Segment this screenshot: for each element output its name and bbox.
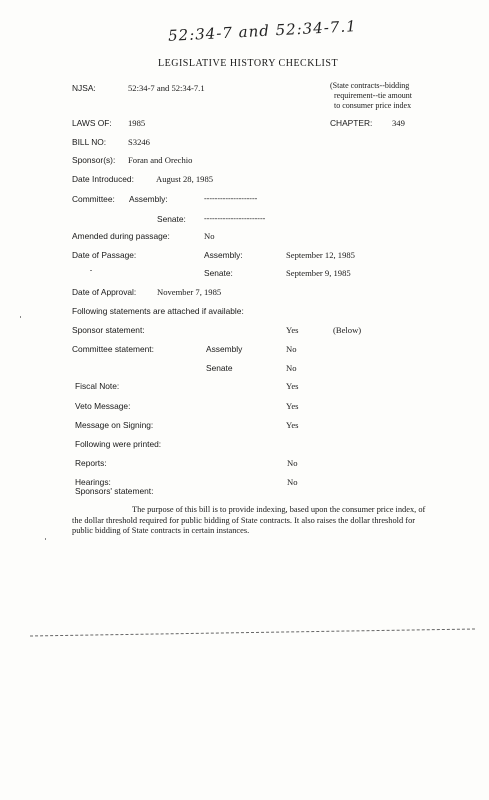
- fiscal-note-label: Fiscal Note:: [75, 381, 120, 391]
- passage-senate-label: Senate:: [204, 268, 233, 278]
- reports-value: No: [287, 458, 298, 468]
- committee-statement-assembly-value: No: [286, 344, 297, 354]
- fiscal-note-value: Yes: [286, 381, 299, 391]
- page-title: LEGISLATIVE HISTORY CHECKLIST: [158, 58, 339, 69]
- sponsor-statement-note: (Below): [333, 325, 362, 335]
- committee-statement-assembly-label: Assembly: [206, 344, 243, 354]
- passage-assembly-label: Assembly:: [204, 250, 243, 260]
- amended-label: Amended during passage:: [72, 231, 170, 241]
- chapter-value: 349: [392, 118, 405, 128]
- scan-speck: [20, 316, 21, 318]
- scan-speck: [90, 270, 92, 271]
- hearings-value: No: [287, 477, 298, 487]
- sponsors-label: Sponsor(s):: [72, 155, 116, 165]
- bill-no-label: BILL NO:: [72, 137, 107, 147]
- approval-value: November 7, 1985: [157, 287, 222, 297]
- sponsor-statement-label: Sponsor statement:: [72, 325, 145, 335]
- scan-speck: [45, 538, 46, 540]
- njsa-label: NJSA:: [72, 83, 96, 93]
- committee-senate-value: -----------------------: [204, 214, 266, 223]
- veto-message-value: Yes: [286, 401, 299, 411]
- reports-label: Reports:: [75, 458, 107, 468]
- subject-line-3: to consumer price index: [334, 101, 412, 110]
- committee-senate-label: Senate:: [157, 214, 186, 224]
- passage-label: Date of Passage:: [72, 250, 137, 260]
- committee-label: Committee:: [72, 194, 115, 204]
- message-signing-label: Message on Signing:: [75, 420, 154, 430]
- passage-assembly-value: September 12, 1985: [286, 250, 355, 260]
- sponsors-statement-label: Sponsors' statement:: [75, 486, 154, 496]
- message-signing-value: Yes: [286, 420, 299, 430]
- subject-line-1: (State contracts--bidding: [330, 81, 410, 90]
- sponsor-statement-text: The purpose of this bill is to provide indexing, based upon the consumer price index, of the dollar threshold required for public bidding of State contracts. It also raises the dollar threshold for public bidding of State contracts in certain instances.: [72, 505, 426, 535]
- committee-statement-senate-label: Senate: [206, 363, 233, 373]
- subject-line-2: requirement--tie amount: [334, 91, 412, 100]
- laws-of-label: LAWS OF:: [72, 118, 112, 128]
- committee-statement-label: Committee statement:: [72, 344, 154, 354]
- chapter-label: CHAPTER:: [330, 118, 373, 128]
- date-introduced-value: August 28, 1985: [156, 174, 214, 184]
- approval-label: Date of Approval:: [72, 287, 137, 297]
- following-attached-heading: Following statements are attached if available:: [72, 306, 244, 316]
- njsa-value: 52:34-7 and 52:34-7.1: [128, 83, 205, 93]
- passage-senate-value: September 9, 1985: [286, 268, 351, 278]
- committee-assembly-value: --------------------: [204, 194, 258, 203]
- date-introduced-label: Date Introduced:: [72, 174, 134, 184]
- laws-of-value: 1985: [128, 118, 146, 128]
- following-printed-heading: Following were printed:: [75, 439, 162, 449]
- hearings-label: Hearings:: [75, 477, 111, 487]
- committee-assembly-label: Assembly:: [129, 194, 168, 204]
- sponsors-value: Foran and Orechio: [128, 155, 193, 165]
- bill-no-value: S3246: [128, 137, 150, 147]
- committee-statement-senate-value: No: [286, 363, 297, 373]
- handwritten-header: 52:34-7 and 52:34-7.1: [167, 17, 358, 45]
- veto-message-label: Veto Message:: [75, 401, 131, 411]
- sponsor-statement-value: Yes: [286, 325, 299, 335]
- bottom-dashed-divider: [30, 629, 475, 637]
- amended-value: No: [204, 231, 215, 241]
